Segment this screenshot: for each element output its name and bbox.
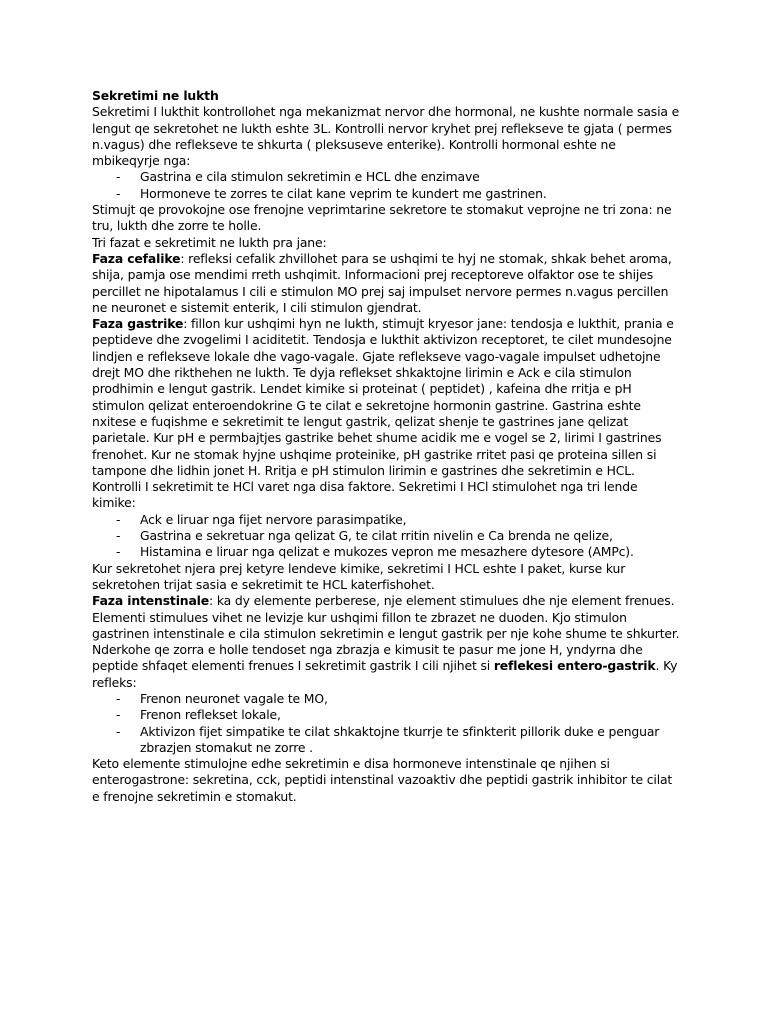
cephalic-phase-text: : refleksi cefalik zhvillohet para se ushqimi te hyj ne stomak, shkak behet aroma, shija, pamja ose mendimi rreth ushqimit. Informacioni prej receptoreve olfaktor ose te shijes percillet ne hipotalamus I cili e stimulon MO prej saj impulset nervore permes n.vagus percillen ne neuronet e sistemit enterik, I cili stimulon gjendrat. xyxy=(92,250,672,315)
hormonal-control-list xyxy=(92,169,682,202)
document-title: Sekretimi ne lukth xyxy=(92,88,219,103)
intestinal-phase-text: : ka dy elemente perberese, nje element stimulues dhe nje element frenues. Elementi stimulues vihet ne levizje kur ushqimi fillon te zbrazet ne duoden. Kjo stimulon gastrinen intenstinale e cila stimulon sekretimin e lengut gastrik per nje kohe shume te shkurter. Nderkohe qe zorra e holle tendoset nga zbrazja e kimusit te pasur me jone H, yndyrna dhe peptide shfaqet elementi frenues I sekretimit gastrik I cili njihet si xyxy=(92,593,680,674)
hcl-after-paragraph: Kur sekretohet njera prej ketyre lendeve kimike, sekretimi I HCL eshte I paket, kurse kur sekretohen trijat sasia e sekretimit te HCL katerfishohet. xyxy=(92,560,626,592)
phases-intro: Tri fazat e sekretimit ne lukth pra jane: xyxy=(92,234,327,250)
list-item: - Hormoneve te zorres te cilat kane veprim te kundert me gastrinen. xyxy=(92,186,682,202)
document-body xyxy=(92,88,682,805)
list-item: - Frenon reflekset lokale, xyxy=(92,707,682,723)
stimuli-paragraph: Stimujt qe provokojne ose frenojne veprimtarine sekretore te stomakut veprojne ne tri zona: ne tru, lukth dhe zorre te holle. xyxy=(92,202,672,234)
hcl-stimuli-list xyxy=(92,512,682,561)
intestinal-phase-label: Faza intenstinale xyxy=(92,593,210,609)
cephalic-phase-label: Faza cefalike xyxy=(92,250,181,266)
cephalic-phase-paragraph xyxy=(92,251,682,316)
list-item: - Histamina e liruar nga qelizat e mukozes vepron me mesazhere dytesore (AMPc). xyxy=(92,544,682,560)
list-item: - Gastrina e sekretuar nga qelizat G, te cilat rritin nivelin e Ca brenda ne qelize, xyxy=(92,528,682,544)
list-item: - Gastrina e cila stimulon sekretimin e HCL dhe enzimave xyxy=(92,169,682,185)
gastric-phase-paragraph xyxy=(92,316,682,479)
intestinal-phase-paragraph xyxy=(92,593,682,691)
closing-paragraph: Keto elemente stimulojne edhe sekretimin e disa hormoneve intenstinale qe njihen si enterogastrone: sekretina, cck, peptidi intenstinal vazoaktiv dhe peptidi gastrik inhibitor te cilat e frenojne sekretimin e stomakut. xyxy=(92,756,673,804)
list-item: - Ack e liruar nga fijet nervore parasimpatike, xyxy=(92,512,682,528)
gastric-phase-text: : fillon kur ushqimi hyn ne lukth, stimujt kryesor jane: tendosja e lukthit, prania e peptideve dhe zvogelimi I aciditetit. Tendosja e lukthit aktivizon receptoret, te cilet mundesojne lindjen e reflekseve lokale dhe vago-vagale. Gjate reflekseve vago-vagale impulset udhetojne drejt MO dhe rikthehen ne lukth. Te dyja reflekset shkaktojne lirimin e Ack e cila stimulon prodhimin e lengut gastrik. Lendet kimike si proteinat ( peptidet) , kafeina dhe rritja e pH stimulon qelizat enteroendokrine G te cilat e sekretojne hormonin gastrine. Gastrina eshte nxitese e fuqishme e sekretimit te lengut gastrik, qelizat shenje te gastrines jane qelizat parietale. Kur pH e permbajtjes gastrike behet shume acidik me e vogel se 2, lirimi I gastrines frenohet. Kur ne stomak hyjne ushqime proteinike, pH gastrike rritet pasi qe proteina sillen si tampone dhe lidhin jonet H. Rritja e pH stimulon lirimin e gastrines dhe sekretimin e HCL. xyxy=(92,316,674,478)
entero-gastric-reflex-term: reflekesi entero-gastrik xyxy=(493,658,656,674)
hcl-control-paragraph: Kontrolli I sekretimit te HCl varet nga disa faktore. Sekretimi I HCl stimulohet nga tri lende kimike: xyxy=(92,479,638,511)
list-item: - Frenon neuronet vagale te MO, xyxy=(92,691,682,707)
reflex-effects-list xyxy=(92,691,682,756)
intestinal-phase-text-end: . Ky refleks: xyxy=(92,658,678,690)
gastric-phase-label: Faza gastrike xyxy=(92,316,184,332)
intro-paragraph: Sekretimi I lukthit kontrollohet nga mekanizmat nervor dhe hormonal, ne kushte normale sasia e lengut qe sekretohet ne lukth eshte 3L. Kontrolli nervor kryhet prej reflekseve te gjata ( permes n.vagus) dhe reflekseve te shkurta ( pleksuseve enterike). Kontrolli hormonal eshte ne mbikeqyrje nga: xyxy=(92,104,680,169)
list-item: - Aktivizon fijet simpatike te cilat shkaktojne tkurrje te sfinkterit pillorik duke e penguar zbrazjen stomakut ne zorre . xyxy=(92,724,682,757)
